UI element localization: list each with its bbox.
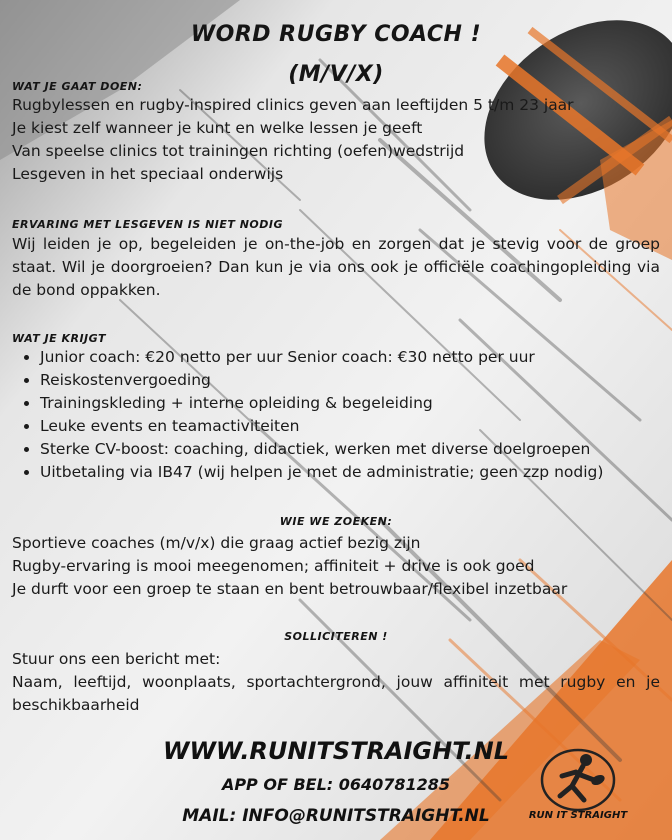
benefits-list: [0, 346, 672, 484]
list-item: • Sterke CV-boost: coaching, didactiek, werken met diverse doelgroepen: [40, 438, 672, 461]
section-heading-what-you-get: WAT JE KRIJGT: [12, 332, 106, 345]
text-line: Rugby-ervaring is mooi meegenomen; affiniteit + drive is ook goed: [12, 557, 535, 575]
text-line: Van speelse clinics tot trainingen richting (oefen)wedstrijd: [12, 142, 465, 160]
list-item: • Trainingskleding + interne opleiding & begeleiding: [40, 392, 672, 415]
section-heading-experience: ERVARING MET LESGEVEN IS NIET NODIG: [12, 218, 284, 231]
phone-number: APP OF BEL: 0640781285: [221, 775, 451, 794]
text-line: Stuur ons een bericht met:: [12, 650, 221, 668]
section-heading-what-you-do: WAT JE GAAT DOEN:: [12, 80, 143, 93]
email-link[interactable]: MAIL: INFO@RUNITSTRAIGHT.NL: [182, 806, 490, 826]
text-line: Lesgeven in het speciaal onderwijs: [12, 165, 284, 183]
list-item: • Uitbetaling via IB47 (wij helpen je met de administratie; geen zzp nodig): [40, 461, 672, 484]
list-item: • Leuke events en teamactiviteiten: [40, 415, 672, 438]
website-link[interactable]: WWW.RUNITSTRAIGHT.NL: [162, 737, 510, 765]
text-line: Sportieve coaches (m/v/x) die graag actief bezig zijn: [12, 534, 421, 552]
text-line: Rugbylessen en rugby-inspired clinics geven aan leeftijden 5 t/m 23 jaar: [12, 96, 574, 114]
section-heading-apply: SOLLICITEREN !: [284, 630, 388, 643]
list-item: • Junior coach: €20 netto per uur Senior coach: €30 netto per uur: [40, 346, 672, 369]
page-title: WORD RUGBY COACH !: [190, 22, 482, 47]
list-item: • Reiskostenvergoeding: [40, 369, 672, 392]
text-line: Je kiest zelf wanneer je kunt en welke lessen je geeft: [12, 119, 423, 137]
text-line: Je durft voor een groep te staan en bent betrouwbaar/flexibel inzetbaar: [12, 580, 568, 598]
experience-paragraph: Wij leiden je op, begeleiden je on-the-job en zorgen dat je stevig voor de groep staat. Wil je doorgroeien? Dan kun je via ons ook je officiële coachingopleiding via de bond oppakken.: [12, 235, 660, 299]
section-heading-who-we-seek: WIE WE ZOEKEN:: [279, 515, 393, 528]
apply-paragraph: Naam, leeftijd, woonplaats, sportachtergrond, jouw affiniteit met rugby en je beschikbaarheid: [12, 673, 660, 714]
logo-text: RUN IT STRAIGHT: [528, 810, 628, 821]
page-subtitle: (M/V/X): [288, 62, 384, 87]
